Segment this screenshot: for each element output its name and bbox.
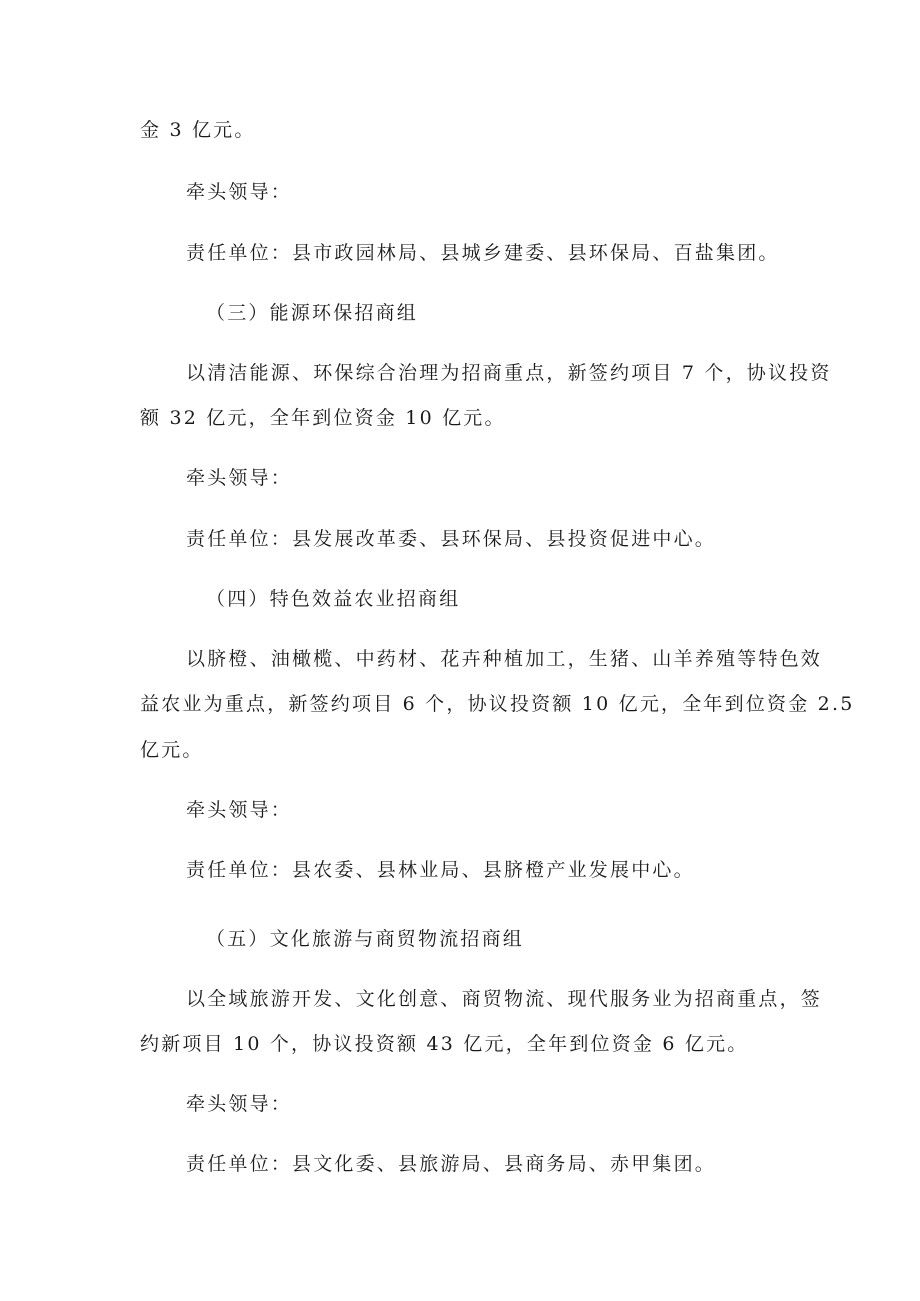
group5-body-line2: 约新项目 10 个，协议投资额 43 亿元，全年到位资金 6 亿元。	[140, 1033, 749, 1055]
group3-heading: （三）能源环保招商组	[206, 302, 419, 324]
group4-body-line2: 益农业为重点，新签约项目 6 个，协议投资额 10 亿元，全年到位资金 2.5	[140, 693, 855, 715]
group4-body-line1: 以脐橙、油橄榄、中药材、花卉种植加工，生猪、山羊养殖等特色效	[186, 648, 823, 670]
group3-body-line2: 额 32 亿元，全年到位资金 10 亿元。	[140, 407, 506, 429]
group4-heading: （四）特色效益农业招商组	[206, 588, 461, 610]
group5-units: 责任单位：县文化委、县旅游局、县商务局、赤甲集团。	[186, 1153, 717, 1175]
group2-units: 责任单位：县市政园林局、县城乡建委、县环保局、百盐集团。	[186, 242, 780, 264]
group4-units: 责任单位：县农委、县林业局、县脐橙产业发展中心。	[186, 859, 695, 881]
group5-body-line1: 以全域旅游开发、文化创意、商贸物流、现代服务业为招商重点，签	[186, 988, 823, 1010]
group4-body-line3: 亿元。	[140, 739, 204, 761]
group2-leader: 牵头领导：	[186, 181, 293, 203]
paragraph-continuation: 金 3 亿元。	[140, 119, 256, 141]
group3-leader: 牵头领导：	[186, 467, 293, 489]
group3-units: 责任单位：县发展改革委、县环保局、县投资促进中心。	[186, 528, 717, 550]
group3-body-line1: 以清洁能源、环保综合治理为招商重点，新签约项目 7 个，协议投资	[186, 362, 832, 384]
group5-leader: 牵头领导：	[186, 1093, 293, 1115]
group5-heading: （五）文化旅游与商贸物流招商组	[206, 928, 525, 950]
group4-leader: 牵头领导：	[186, 799, 293, 821]
